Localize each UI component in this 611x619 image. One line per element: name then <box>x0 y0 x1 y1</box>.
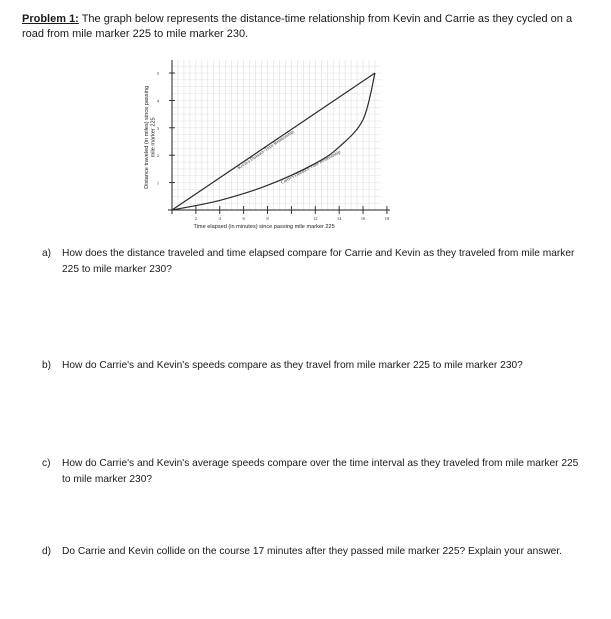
y-tick-label: 2 <box>156 153 160 159</box>
x-tick-label: 8 <box>266 216 269 221</box>
y-axis-label-line-1: Distance traveled (in miles) since passing <box>144 85 150 189</box>
problem-text: The graph below represents the distance-time relationship from Kevin and Carrie as they cycled on a road from mile marker 225 to mile marker 230. <box>22 13 573 40</box>
question-text: How do Carrie's and Kevin's speeds compare as they travel from mile marker 225 to mile marker 230? <box>62 360 523 371</box>
y-axis-label <box>144 85 160 189</box>
y-tick-label: 3 <box>156 125 160 131</box>
question-c <box>42 456 582 488</box>
problem-statement <box>22 12 592 42</box>
x-tick-label: 12 <box>312 216 318 221</box>
y-tick-label: 4 <box>156 98 160 104</box>
problem-label: Problem 1: <box>22 13 79 25</box>
y-tick-label: 1 <box>156 180 160 186</box>
x-tick-label: 18 <box>384 216 390 221</box>
x-axis-label: Time elapsed (in minutes) since passing mile marker 225 <box>193 224 335 230</box>
question-letter: d) <box>42 546 52 557</box>
question-letter: b) <box>42 360 52 371</box>
distance-time-graph <box>140 60 390 235</box>
x-tick-label: 14 <box>336 216 342 221</box>
question-text: How do Carrie's and Kevin's average speeds compare over the time interval as they traveled from mile marker 225 to mile marker 230? <box>62 458 579 485</box>
question-text: Do Carrie and Kevin collide on the course 17 minutes after they passed mile marker 225? Explain your answer. <box>62 546 563 557</box>
grid <box>172 60 381 210</box>
question-letter: a) <box>42 248 52 259</box>
question-letter: c) <box>42 458 51 469</box>
question-d <box>42 544 582 560</box>
x-tick-label: 16 <box>360 216 366 221</box>
question-b <box>42 358 582 374</box>
carrie-series-label: Carrie's Distance-Time Relationship <box>279 149 342 185</box>
y-axis-label-line-2: mile marker 225 <box>150 117 157 158</box>
x-tick-label: 4 <box>218 216 221 221</box>
y-tick-label: 5 <box>156 71 160 76</box>
x-tick-label: 6 <box>242 216 245 221</box>
x-tick-label: 2 <box>194 216 198 221</box>
question-a <box>42 246 582 278</box>
question-text: How does the distance traveled and time elapsed compare for Carrie and Kevin as they traveled from mile marker 225 to mile marker 230? <box>62 248 575 275</box>
kevin-series-label: Kevin's Distance-Time Relationship <box>236 128 295 171</box>
